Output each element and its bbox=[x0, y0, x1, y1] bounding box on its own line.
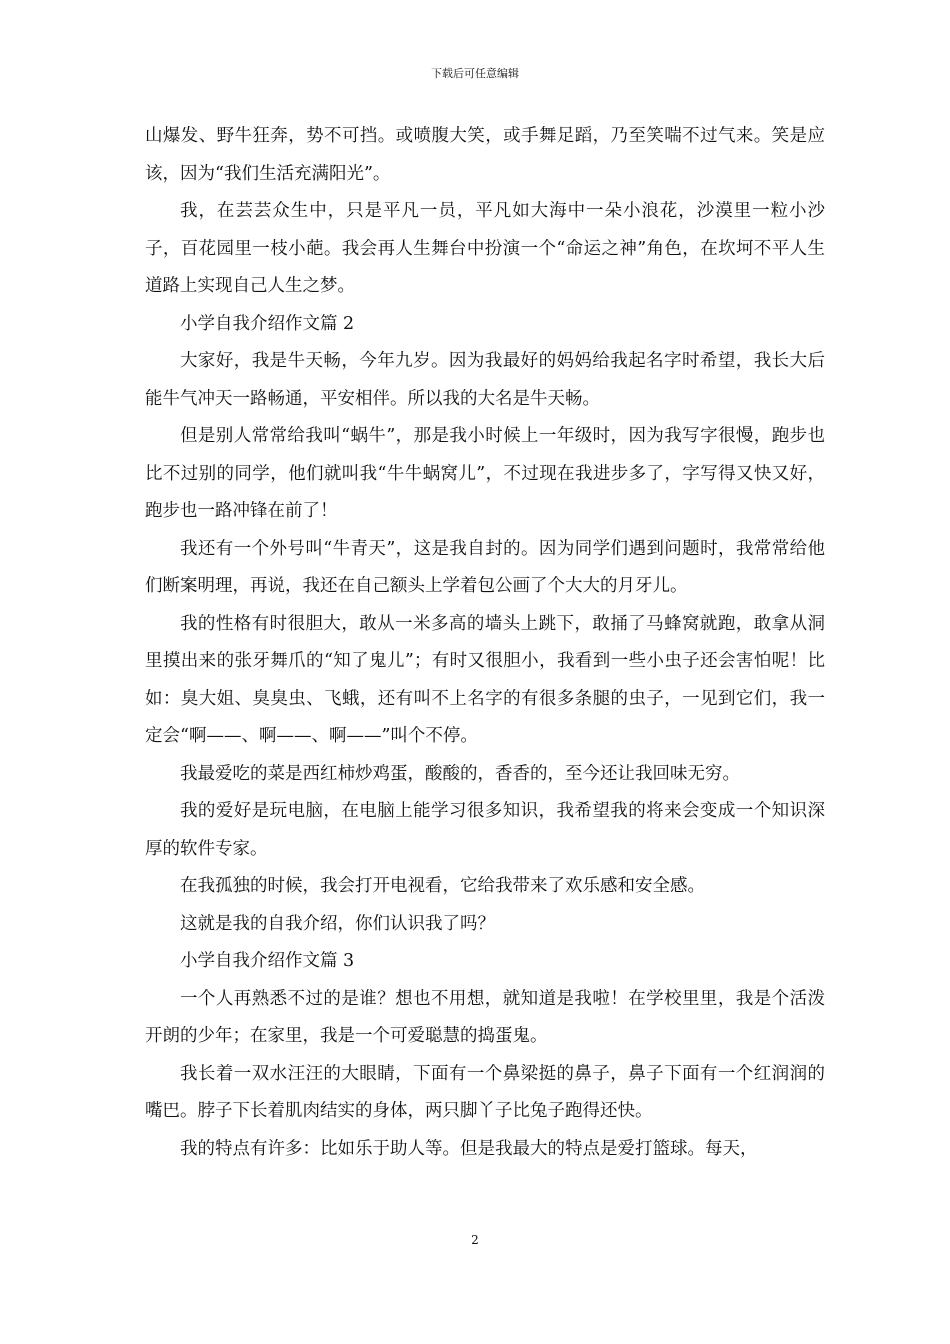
paragraph: 我最爱吃的菜是西红柿炒鸡蛋，酸酸的，香香的，至今还让我回味无穷。 bbox=[180, 763, 740, 784]
section-heading: 小学自我介绍作文篇 2 bbox=[180, 313, 355, 334]
paragraph: 我长着一双水汪汪的大眼睛，下面有一个鼻梁挺的鼻子，鼻子下面有一个红润润的嘴巴。脖子下长着肌肉结实的身体，两只脚丫子比兔子跑得还快。 bbox=[145, 1063, 825, 1121]
page-number: 2 bbox=[471, 1233, 479, 1247]
paragraph: 我的性格有时很胆大，敢从一米多高的墙头上跳下，敢捅了马蜂窝就跑，敢拿从洞里摸出来的张牙舞爪的“知了鬼儿”；有时又很胆小，我看到一些小虫子还会害怕呢！比如：臭大姐、臭臭虫、飞蛾，还有叫不上名字的有很多条腿的虫子，一见到它们，我一定会“啊——、啊——、啊——”叫个不停。 bbox=[145, 613, 825, 746]
paragraph: 我的爱好是玩电脑，在电脑上能学习很多知识，我希望我的将来会变成一个知识深厚的软件专家。 bbox=[145, 801, 825, 859]
paragraph: 在我孤独的时候，我会打开电视看，它给我带来了欢乐感和安全感。 bbox=[180, 876, 705, 896]
paragraph: 但是别人常常给我叫“蜗牛”，那是我小时候上一年级时，因为我写字很慢，跑步也比不过别的同学，他们就叫我“牛牛蜗窝儿”，不过现在我进步多了，字写得又快又好，跑步也一路冲锋在前了！ bbox=[145, 426, 825, 521]
paragraph: 一个人再熟悉不过的是谁？想也不用想，就知道是我啦！在学校里里，我是个活泼开朗的少年；在家里，我是一个可爱聪慧的捣蛋鬼。 bbox=[145, 988, 825, 1046]
section-heading: 小学自我介绍作文篇 3 bbox=[180, 951, 355, 971]
paragraph: 我，在芸芸众生中，只是平凡一员，平凡如大海中一朵小浪花，沙漠里一粒小沙子，百花园里一枝小葩。我会再人生舞台中扮演一个“命运之神”角色，在坎坷不平人生道路上实现自己人生之梦。 bbox=[145, 201, 825, 296]
paragraph: 大家好，我是牛天畅，今年九岁。因为我最好的妈妈给我起名字时希望，我长大后能牛气冲天一路畅通，平安相伴。所以我的大名是牛天畅。 bbox=[145, 351, 825, 409]
paragraph: 我还有一个外号叫“牛青天”，这是我自封的。因为同学们遇到问题时，我常常给他们断案明理，再说，我还在自己额头上学着包公画了个大大的月牙儿。 bbox=[145, 538, 825, 596]
page-header: 下载后可任意编辑 bbox=[431, 67, 519, 80]
document-body bbox=[145, 118, 825, 1168]
paragraph: 山爆发、野牛狂奔，势不可挡。或喷腹大笑，或手舞足蹈，乃至笑喘不过气来。笑是应该，因为“我们生活充满阳光”。 bbox=[145, 126, 825, 184]
paragraph: 这就是我的自我介绍，你们认识我了吗？ bbox=[180, 913, 495, 934]
paragraph: 我的特点有许多：比如乐于助人等。但是我最大的特点是爱打篮球。每天， bbox=[180, 1138, 758, 1159]
